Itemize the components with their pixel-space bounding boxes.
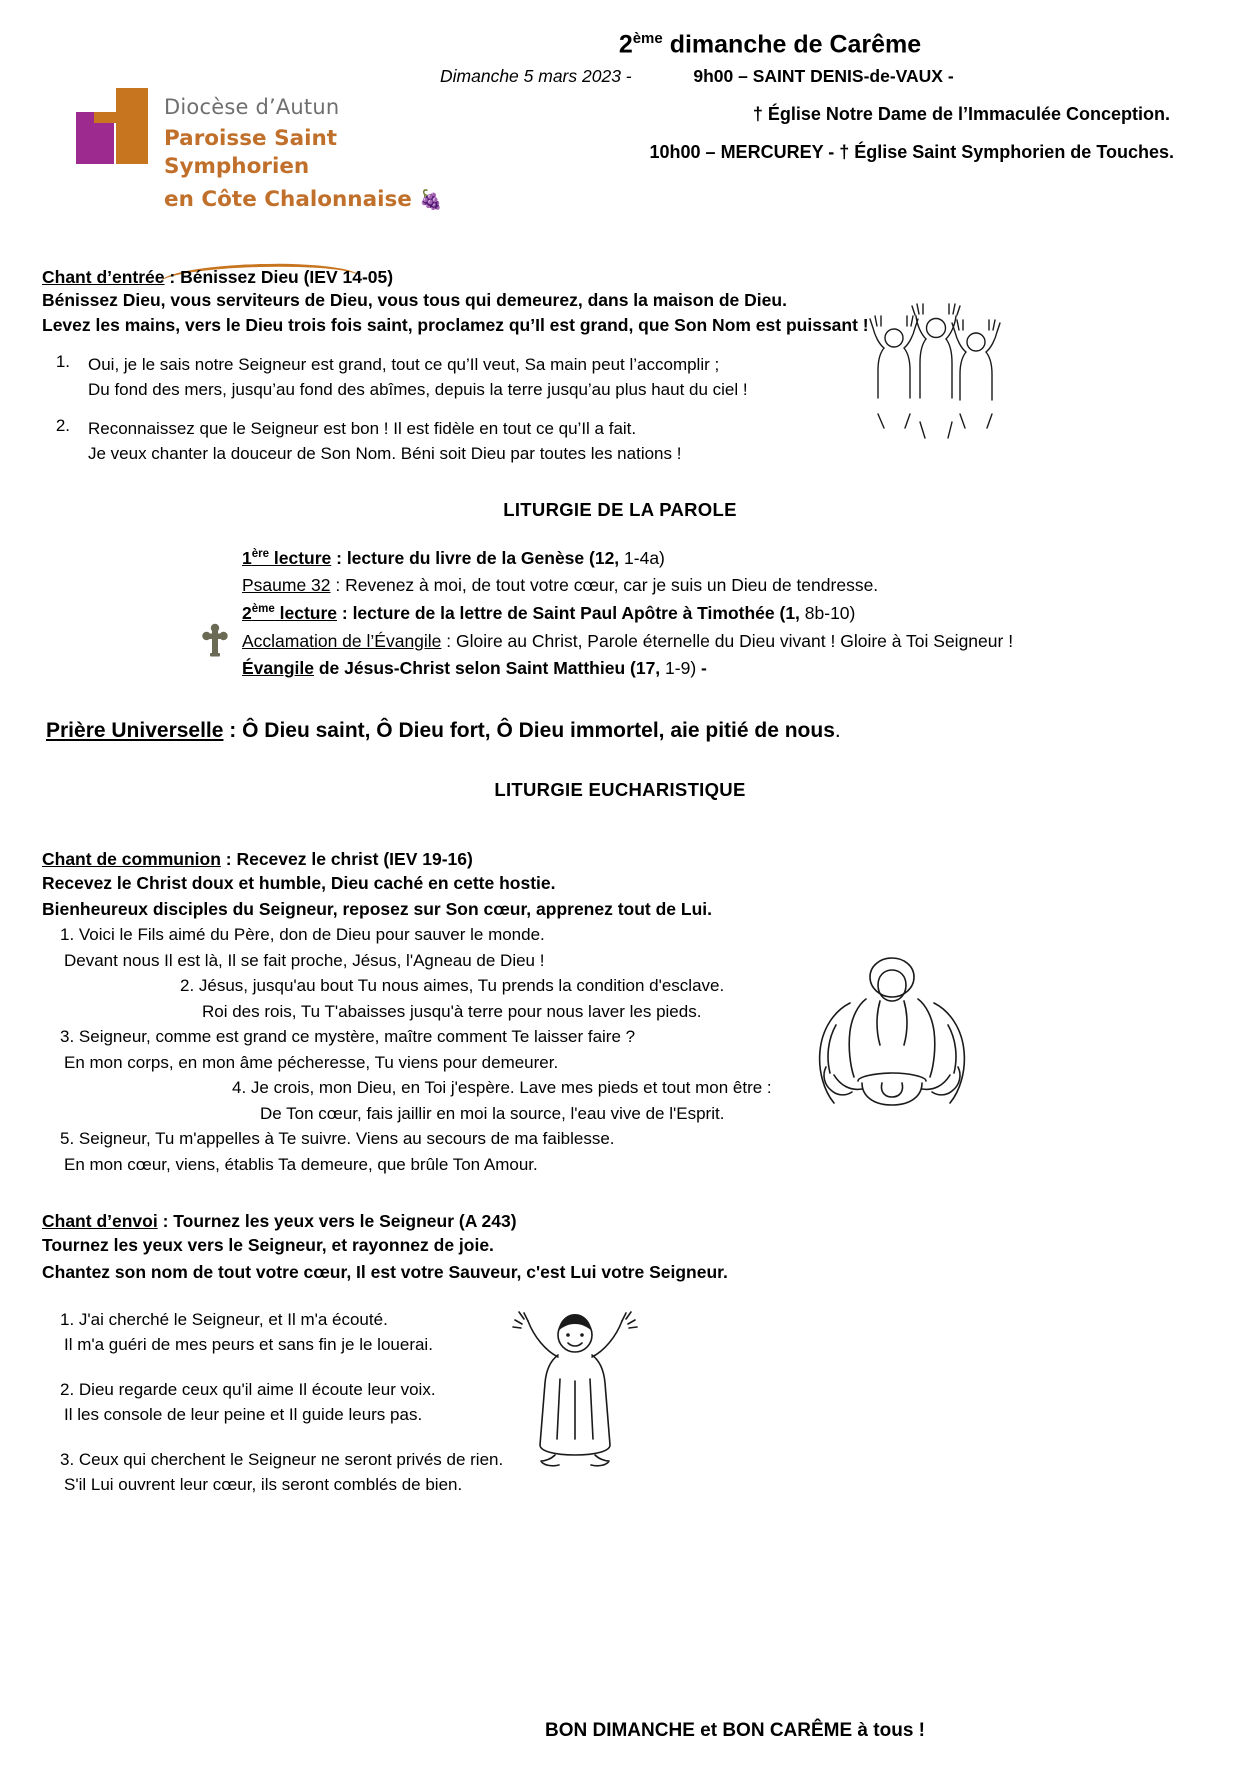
verse-number: 2. (55, 415, 70, 435)
verse-line1: Oui, je le sais notre Seigneur est grand, tout ce qu’Il veut, Sa main peut l’accomplir ; (88, 354, 720, 374)
mass-schedule (440, 66, 1180, 163)
reading-first (242, 545, 1198, 573)
reading1-reference: 1-4a) (619, 547, 665, 568)
communion-refrain-line2: Bienheureux disciples du Seigneur, reposez sur Son cœur, apprenez tout de Lui. (42, 899, 712, 920)
communion-refrain-line1: Recevez le Christ doux et humble, Dieu caché en cette hostie. (42, 872, 556, 893)
verse-body (88, 416, 681, 467)
parish-logo (72, 78, 472, 214)
logo-diocese-label: Diocèse d’Autun (164, 95, 340, 119)
communion-verse-line: 5. Seigneur, Tu m'appelles à Te suivre. Viens au secours de ma faiblesse. (60, 1129, 615, 1149)
communion-verse-line: 1. Voici le Fils aimé du Père, don de Dieu pour sauver le monde. (60, 925, 545, 945)
entrance-refrain-line2: Levez les mains, vers le Dieu trois fois saint, proclamez qu’Il est grand, que Son Nom est puissant ! (42, 314, 869, 335)
eucharistic-liturgy-section (42, 779, 1198, 801)
sending-verse-line2: Il m'a guéri de mes peurs et sans fin je le louerai. (64, 1335, 433, 1355)
diocese-cross-logo-icon (72, 82, 150, 177)
reading2-text: : lecture de la lettre de Saint Paul Apôtre à Timothée (1, (337, 602, 800, 623)
gospel-line (242, 655, 1198, 683)
cross-icon (202, 623, 228, 662)
gospel-reference: 1-9) (660, 658, 697, 679)
sending-verse-line1: 3. Ceux qui cherchent le Seigneur ne seront privés de rien. (60, 1449, 504, 1469)
reading1-ordinal-number: 1 (242, 547, 252, 568)
page-header (0, 30, 1240, 265)
gospel-dash: - (696, 658, 707, 679)
gospel-label: Évangile (242, 658, 314, 679)
mass2-time-location-church: 10h00 – MERCUREY - † Église Saint Symphorien de Touches. (649, 142, 1174, 162)
list-item (42, 352, 1198, 403)
communion-verse-line: En mon cœur, viens, établis Ta demeure, que brûle Ton Amour. (64, 1154, 538, 1174)
logo-parish-line2: en Côte Chalonnaise (164, 187, 412, 213)
eucharistic-liturgy-title: LITURGIE EUCHARISTIQUE (494, 778, 746, 800)
gospel-acclamation-text: : Gloire au Christ, Parole éternelle du Dieu vivant ! Gloire à Toi Seigneur ! (441, 630, 1014, 651)
mass-date-and-first-time (440, 66, 1180, 87)
communion-verse-line: Devant nous Il est là, Il se fait proche, Jésus, l'Agneau de Dieu ! (64, 950, 545, 970)
universal-prayer-period: . (834, 718, 841, 742)
logo-parish-line2-wrap (164, 186, 472, 214)
sending-song-heading (42, 1211, 1198, 1232)
gospel-acclamation-label: Acclamation de l’Évangile (242, 630, 442, 651)
mass1-time-location: 9h00 – SAINT DENIS-de-VAUX - (693, 66, 954, 86)
mass-date: Dimanche 5 mars 2023 - (440, 66, 632, 86)
raised-hands-illustration (860, 302, 1010, 447)
page-title-ordinal: ème (632, 30, 663, 47)
reading2-label: lecture (274, 602, 338, 623)
communion-song-label: Chant de communion (42, 848, 221, 869)
foot-washing-illustration (770, 955, 1000, 1160)
communion-verse-line: En mon corps, en mon âme pécheresse, Tu viens pour demeurer. (64, 1052, 559, 1072)
sending-song-title: : Tournez les yeux vers le Seigneur (A 243) (157, 1211, 517, 1232)
liturgy-of-word-title: LITURGIE DE LA PAROLE (503, 498, 737, 520)
entrance-song-heading (42, 267, 1198, 288)
page-title-rest: dimanche de Carême (662, 30, 922, 59)
logo-parish-line1: Paroisse Saint Symphorien (164, 126, 338, 180)
gospel-text: de Jésus-Christ selon Saint Matthieu (17, (313, 658, 661, 679)
sending-refrain-line2: Chantez son nom de tout votre cœur, Il est votre Sauveur, c'est Lui votre Seigneur. (42, 1261, 728, 1282)
sending-verse-line2: S'il Lui ouvrent leur cœur, ils seront comblés de bien. (64, 1475, 463, 1495)
page-title-number: 2 (618, 30, 633, 59)
communion-song-section (42, 849, 1198, 1178)
sending-verse-line2: Il les console de leur peine et Il guide leurs pas. (64, 1405, 423, 1425)
list-item (42, 416, 1198, 467)
communion-song-heading (42, 849, 1198, 870)
communion-verse-line: 3. Seigneur, comme est grand ce mystère, maître comment Te laisser faire ? (60, 1027, 636, 1047)
communion-verse-line: De Ton cœur, fais jaillir en moi la source, l'eau vive de l'Esprit. (260, 1103, 725, 1123)
psalm-label: Psaume 32 (242, 575, 331, 596)
psalm-text: : Revenez à moi, de tout votre cœur, car je suis un Dieu de tendresse. (330, 575, 879, 596)
communion-verse-line: 4. Je crois, mon Dieu, en Toi j'espère. Lave mes pieds et tout mon être : (232, 1078, 772, 1098)
sending-verse-line1: 1. J'ai cherché le Seigneur, et Il m'a écouté. (60, 1309, 388, 1329)
reading2-reference: 8b-10) (799, 602, 856, 623)
verse-body (88, 352, 748, 403)
reading1-text: : lecture du livre de la Genèse (12, (331, 547, 620, 568)
reading-second (242, 600, 1198, 628)
verse-line2: Je veux chanter la douceur de Son Nom. Béni soit Dieu par toutes les nations ! (88, 444, 682, 464)
reading1-label: lecture (269, 547, 332, 568)
universal-prayer-label: Prière Universelle (46, 718, 224, 742)
communion-verse-line: Roi des rois, Tu T'abaisses jusqu'à terre pour nous laver les pieds. (202, 1001, 702, 1021)
entrance-song-label: Chant d’entrée (42, 267, 165, 287)
grapes-icon: 🍇 (419, 189, 444, 212)
praising-person-illustration (500, 1295, 650, 1475)
sending-verse-line1: 2. Dieu regarde ceux qu'il aime Il écoute leur voix. (60, 1379, 436, 1399)
footer-greeting: BON DIMANCHE et BON CARÊME à tous ! (544, 1720, 925, 1741)
readings-block (42, 545, 1198, 683)
worship-sheet-page (0, 30, 1240, 1784)
entrance-song-title: : Bénissez Dieu (IEV 14-05) (164, 267, 394, 287)
communion-verse-line: 2. Jésus, jusqu'au bout Tu nous aimes, Tu prends la condition d'esclave. (180, 976, 725, 996)
verse-line2: Du fond des mers, jusqu’au fond des abîmes, depuis la terre jusqu’au plus haut du ciel ! (88, 380, 748, 400)
liturgy-of-word-section (42, 499, 1198, 683)
reading1-ordinal-suffix: ère (251, 547, 270, 560)
universal-prayer-text: : Ô Dieu saint, Ô Dieu fort, Ô Dieu immortel, aie pitié de nous (223, 718, 835, 742)
psalm-line (242, 572, 1198, 600)
gospel-acclamation-line (242, 628, 1198, 656)
entrance-refrain-line1: Bénissez Dieu, vous serviteurs de Dieu, vous tous qui demeurez, dans la maison de Dieu. (42, 290, 787, 310)
sending-refrain-line1: Tournez les yeux vers le Seigneur, et rayonnez de joie. (42, 1235, 494, 1256)
sending-song-label: Chant d’envoi (42, 1211, 158, 1232)
universal-prayer-line (42, 719, 1198, 743)
communion-song-title: : Recevez le christ (IEV 19-16) (220, 848, 473, 869)
reading2-ordinal-suffix: ème (251, 603, 275, 616)
verse-number: 1. (55, 351, 70, 371)
reading2-ordinal-number: 2 (242, 602, 252, 623)
mass1-church: † Église Notre Dame de l’Immaculée Conception. (752, 104, 1170, 124)
verse-line1: Reconnaissez que le Seigneur est bon ! Il est fidèle en tout ce qu’Il a fait. (88, 418, 637, 438)
entrance-verse-list (42, 352, 1198, 467)
entrance-song-section (42, 267, 1198, 467)
page-title (0, 30, 1240, 59)
